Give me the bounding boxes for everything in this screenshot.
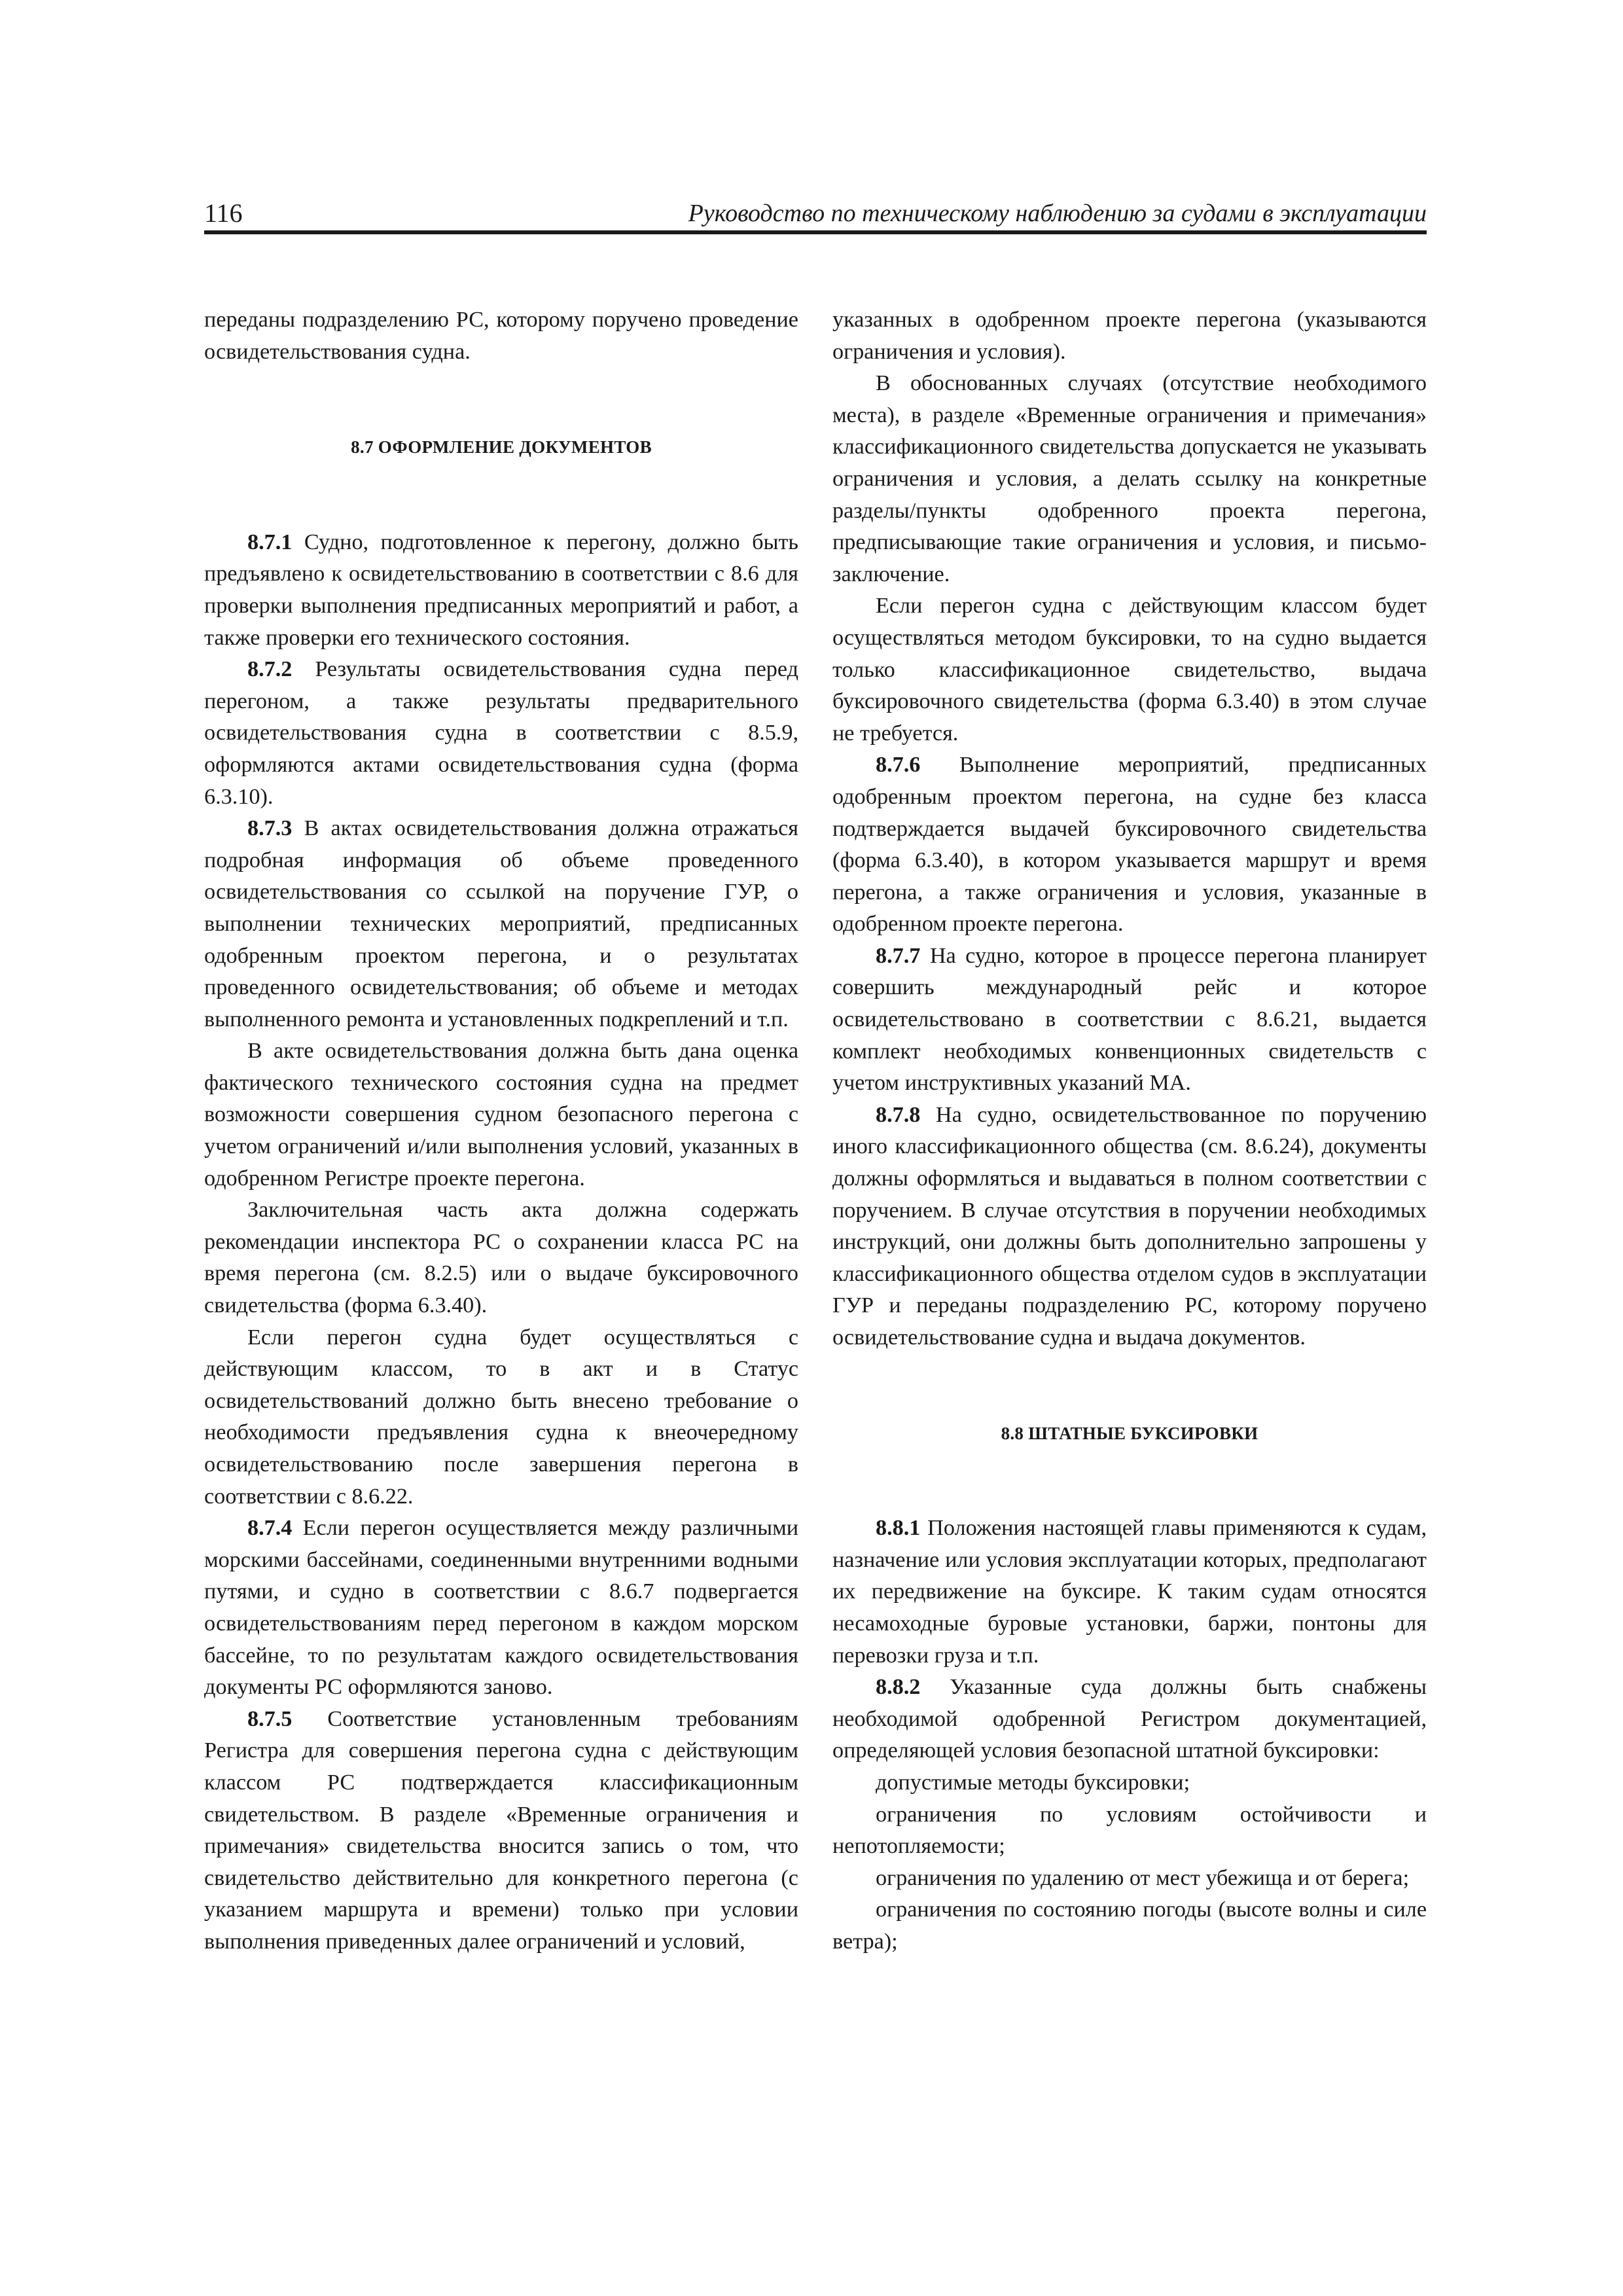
right-column — [832, 304, 1427, 1958]
paragraph-8-7-3 — [204, 813, 798, 1035]
paragraph-8-7-1 — [204, 527, 798, 654]
running-title: Руководство по техническому наблюдению за судами в эксплуатации — [688, 200, 1427, 227]
paragraph-8-7-3-d: Если перегон судна будет осуществляться с действующим классом, то в акт и в Статус освидетельствований должно быть внесено требование о необходимости предъявления судна к внеочередному освидетельствованию после завершения перегона в соответствии с 8.6.22. — [204, 1325, 798, 1509]
paragraph-8-7-3-c: Заключительная часть акта должна содержать рекомендации инспектора РС о сохранении класса РС на время перегона (см. 8.2.5) или о выдаче буксировочного свидетельства (форма 6.3.40). — [204, 1198, 798, 1318]
clause-number: 8.7.1 — [247, 529, 293, 554]
clause-text: На судно, освидетельствованное по поручению иного классификационного общества (см. 8.6.24), документы должны оформляться и выдаваться в полном соответствии с поручением. В случае отсутствия в поручении необходимых инструкций, они должны быть дополнительно запрошены у классификационного общества отделом судов в эксплуатации ГУР и переданы подразделению РС, которому поручено освидетельствование судна и выдача документов. — [832, 1102, 1427, 1350]
list-item-shelter-distance: ограничения по удалению от мест убежища и от берега; — [876, 1865, 1410, 1890]
intro-paragraph: переданы подразделению РС, которому поручено проведение освидетельствования судна. — [204, 308, 798, 364]
clause-text: На судно, которое в процессе перегона планирует совершить международный рейс и которое освидетельствовано в соответствии с 8.6.21, выдается комплект необходимых конвенционных свидетельств с учетом инструктивных указаний МА. — [832, 943, 1427, 1096]
left-column — [204, 304, 798, 1958]
clause-number: 8.7.2 — [247, 657, 293, 682]
clause-number: 8.7.5 — [247, 1706, 293, 1731]
clause-number: 8.7.3 — [247, 816, 293, 841]
clause-number: 8.8.1 — [876, 1516, 921, 1541]
paragraph-8-7-7 — [832, 941, 1427, 1100]
paragraph-8-7-2 — [204, 654, 798, 813]
paragraph-8-7-8 — [832, 1100, 1427, 1354]
clause-text: Выполнение мероприятий, предписанных одобренным проектом перегона, на судне без класса подтверждается выдачей буксировочного свидетельства (форма 6.3.40), в котором указывается маршрут и время перегона, а также ограничения и условия, указанные в одобренном проекте перегона. — [832, 753, 1427, 937]
clause-text: Судно, подготовленное к перегону, должно быть предъявлено к освидетельствованию в соответствии с 8.6 для проверки выполнения предписанных мероприятий и работ, а также проверки его технического состояния. — [204, 529, 799, 650]
clause-number: 8.7.7 — [876, 943, 921, 968]
paragraph-8-7-5-continued: указанных в одобренном проекте перегона (указываются ограничения и условия). — [832, 308, 1427, 364]
paragraph-8-7-3-b: В акте освидетельствования должна быть дана оценка фактического технического состояния судна на предмет возможности совершения судном безопасного перегона с учетом ограничений и/или выполнения условий, указанных в одобренном Регистре проекте перегона. — [204, 1039, 798, 1191]
clause-text: Если перегон осуществляется между различными морскими бассейнами, соединенными внутренними водными путями, и судно в соответствии с 8.6.7 подвергается освидетельствованиям перед перегоном в каждом морском бассейне, то по результатам каждого освидетельствования документы РС оформляются заново. — [204, 1516, 799, 1700]
list-item-towing-methods: допустимые методы буксировки; — [876, 1770, 1190, 1795]
paragraph-8-7-4 — [204, 1513, 798, 1704]
paragraph-8-7-5-b: В обоснованных случаях (отсутствие необходимого места), в разделе «Временные ограничения и примечания» классификационного свидетельства допускается не указывать ограничения и условия, а делать ссылку на конкретные разделы/пункты одобренного проекта перегона, предписывающие такие ограничения и условия, и письмо-заключение. — [832, 371, 1427, 586]
paragraph-8-7-5-c: Если перегон судна с действующим классом будет осуществляться методом буксировки, то на судно выдается только классификационное свидетельство, выдача буксировочного свидетельства (форма 6.3.40) в этом случае не требуется. — [832, 594, 1427, 745]
clause-text: Указанные суда должны быть снабжены необходимой одобренной Регистром документацией, определяющей условия безопасной штатной буксировки: — [832, 1675, 1427, 1763]
clause-number: 8.7.4 — [247, 1516, 293, 1541]
paragraph-8-8-2 — [832, 1672, 1427, 1767]
page-number: 116 — [204, 198, 243, 228]
paragraph-8-7-5 — [204, 1704, 798, 1958]
clause-text: Соответствие установленным требованиям Регистра для совершения перегона судна с действующим классом РС подтверждается классификационным свидетельством. В разделе «Временные ограничения и примечания» свидетельства вносится запись о том, что свидетельство действительно для конкретного перегона (с указанием маршрута и времени) только при условии выполнения приведенных далее ограничений и условий, — [204, 1706, 799, 1954]
clause-text: В актах освидетельствования должна отражаться подробная информация об объеме проведенного освидетельствования со ссылкой на поручение ГУР, о выполнении технических мероприятий, предписанных одобренным проектом перегона, и о результатах проведенного освидетельствования; об объеме и методах выполненного ремонта и установленных подкреплений и т.п. — [204, 816, 799, 1031]
clause-text: Положения настоящей главы применяются к судам, назначение или условия эксплуатации которых, предполагают их передвижение на буксире. К таким судам относятся несамоходные буровые установки, баржи, понтоны для перевозки груза и т.п. — [832, 1516, 1427, 1668]
section-heading-8-8: 8.8 ШТАТНЫЕ БУКСИРОВКИ — [1001, 1423, 1258, 1443]
page-header — [204, 196, 1427, 234]
clause-text: Результаты освидетельствования судна перед перегоном, а также результаты предварительного освидетельствования судна в соответствии с 8.5.9, оформляются актами освидетельствования судна (форма 6.3.10). — [204, 657, 798, 809]
list-item-stability: ограничения по условиям остойчивости и непотопляемости; — [832, 1802, 1427, 1859]
paragraph-8-7-6 — [832, 749, 1427, 941]
section-heading-8-7: 8.7 ОФОРМЛЕНИЕ ДОКУМЕНТОВ — [351, 437, 652, 457]
clause-number: 8.7.6 — [876, 753, 921, 778]
paragraph-8-8-1 — [832, 1513, 1427, 1672]
clause-number: 8.8.2 — [876, 1675, 921, 1700]
clause-number: 8.7.8 — [876, 1102, 921, 1127]
list-item-weather: ограничения по состоянию погоды (высоте волны и силе ветра); — [832, 1897, 1427, 1954]
